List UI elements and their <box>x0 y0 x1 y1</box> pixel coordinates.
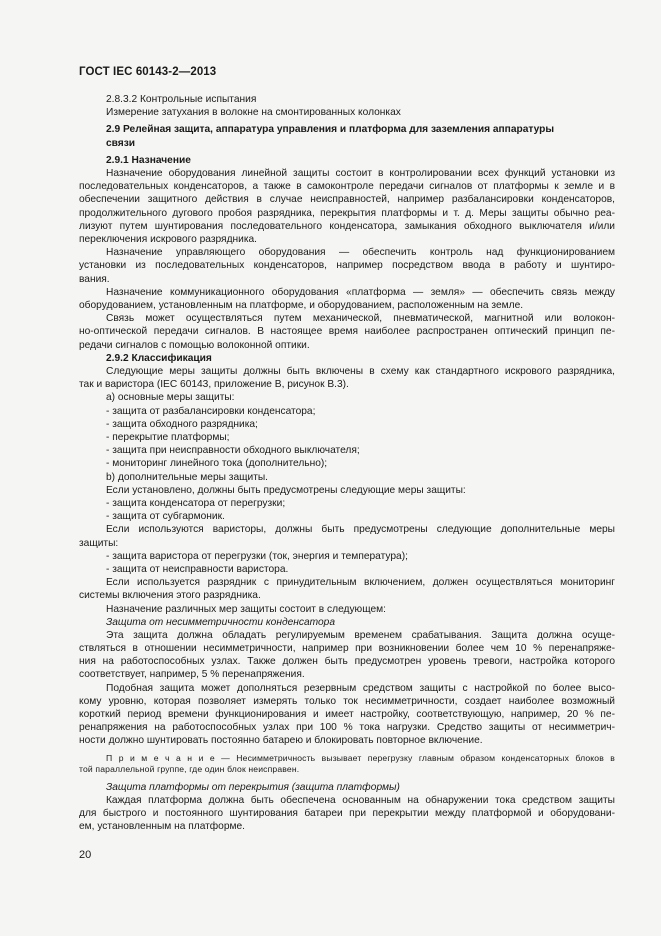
list-item: - защита варистора от перегрузки (ток, энергия и температура); <box>106 550 408 562</box>
paragraph-line: кому уровню, которая позволяет измерять только ток несимметричности, создает наиболее возможный <box>79 695 615 707</box>
paragraph-line: Назначение различных мер защиты состоит в следующем: <box>106 603 386 615</box>
list-item: - защита при неисправности обходного выключателя; <box>106 445 360 457</box>
paragraph-line: Связь может осуществляться путем механической, пневматической, магнитной или волокон- <box>106 313 615 325</box>
list-item: - защита конденсатора от перегрузки; <box>106 497 286 509</box>
paragraph-line: системы включения этого разрядника. <box>79 590 261 602</box>
paragraph-line: Подобная защита может дополняться резервным средством защиты с настройкой по более высо- <box>106 682 615 694</box>
section-title: 2.9 Релейная защита, аппаратура управления и платформа для заземления аппаратуры <box>106 124 555 136</box>
paragraph-line: соответствует, например, 5 % перенапряжения. <box>79 669 305 681</box>
list-item: - перекрытие платформы; <box>106 431 230 443</box>
subsection-title: 2.9.1 Назначение <box>106 154 191 166</box>
paragraph-line: Назначение управляющего оборудования — обеспечить контроль над функционированием <box>106 247 615 259</box>
list-item: - защита обходного разрядника; <box>106 418 258 430</box>
list-item: - защита от неисправности варистора. <box>106 563 289 575</box>
paragraph-line: но-оптической передачи сигналов. В настоящее время наиболее распространен оптический принцип пе- <box>79 326 615 338</box>
paragraph-line: вания. <box>79 273 110 285</box>
paragraph-line: Если используется разрядник с принудительным включением, должен осуществляться мониторинг <box>106 577 615 589</box>
paragraph-line: Каждая платформа должна быть обеспечена основанным на обнаружении тока средством защиты <box>106 795 615 807</box>
paragraph-line: обеспечении защитного действия в случае неисправностей, например разбалансировки конденсаторов, <box>79 194 615 206</box>
paragraph-line: Следующие меры защиты должны быть включены в схему как стандартного искрового разрядника, <box>106 365 615 377</box>
list-item: - мониторинг линейного тока (дополнительно); <box>106 458 328 470</box>
section-title-cont: связи <box>106 137 136 149</box>
paragraph-line: Назначение коммуникационного оборудования «платформа — земля» — обеспечить связь между <box>106 286 615 298</box>
italic-subheading: Защита от несимметричности конденсатора <box>106 616 335 628</box>
page-number: 20 <box>79 849 92 861</box>
paragraph-line: оборудованием, установленным на платформе, и оборудованием, расположенным на земле. <box>79 299 524 311</box>
list-heading: a) основные меры защиты: <box>106 392 235 404</box>
paragraph-line: ния на работоспособных узлах. Также должен быть предусмотрен уровень тревоги, настройка которого <box>79 656 615 668</box>
paragraph-line: защиты: <box>79 537 119 549</box>
paragraph-line: Если установлено, должны быть предусмотрены следующие меры защиты: <box>106 484 466 496</box>
paragraph-line: ренапряжения на работоспособных узлах при 100 % тока нагрузки. Средство защиты от несимметрич- <box>79 722 615 734</box>
paragraph-line: редачи сигналов с помощью волоконной оптики. <box>79 339 310 351</box>
paragraph-line: лизуют путем шунтирования последовательного конденсатора, замыкания обходного выключателя и/или <box>79 220 615 232</box>
paragraph-line: продолжительного дугового пробоя разрядника, перекрытия платформы и т. д. Меры защиты обычно реа- <box>79 207 615 219</box>
paragraph-line: Назначение оборудования линейной защиты состоит в контролировании всех функций установки из <box>106 168 615 180</box>
document-header: ГОСТ IEC 60143-2—2013 <box>79 66 217 78</box>
subsection-heading: 2.8.3.2 Контрольные испытания <box>106 94 257 105</box>
paragraph-line: ствляться в отношении несимметричности, например при возникновении более чем 10 % перенапряже- <box>79 643 615 655</box>
paragraph-line: короткий период времени функционирования и имеет настройку, соответствующую, например, 20 % пе- <box>79 709 615 721</box>
paragraph-line: последовательных конденсаторов, а также в самоконтроле передачи сигналов от платформы к земле и в <box>79 181 615 193</box>
subsection-title: 2.9.2 Классификация <box>106 352 212 364</box>
paragraph-line: так и варистора (IEC 60143, приложение B, рисунок B.3). <box>79 379 349 391</box>
list-item: - защита от субгармоник. <box>106 511 225 523</box>
paragraph-line: переключения искрового разрядника. <box>79 233 258 245</box>
text-line: Измерение затухания в волокне на смонтированных колонках <box>106 107 401 119</box>
list-item: - защита от разбалансировки конденсатора; <box>106 405 316 417</box>
document-body <box>79 93 615 834</box>
paragraph-line: Если используются варисторы, должны быть предусмотрены следующие дополнительные меры <box>106 524 615 536</box>
paragraph-line: ем, установленным на платформе. <box>79 821 246 833</box>
paragraph-line: для быстрого и постоянного шунтирования батареи при перекрытии между платформой и оборудовани- <box>79 808 615 820</box>
paragraph-line: Эта защита должна обладать регулируемым временем срабатывания. Защита должна осуще- <box>106 629 615 641</box>
note-line: П р и м е ч а н и е — Несимметричность вызывает перегрузку главным образом конденсаторных блоков в <box>106 752 615 763</box>
note-line: той параллельной группе, где один блок неисправен. <box>79 764 300 775</box>
list-heading: b) дополнительные меры защиты. <box>106 471 269 483</box>
italic-subheading: Защита платформы от перекрытия (защита платформы) <box>106 781 400 793</box>
paragraph-line: установки из последовательных конденсаторов, например посредством ввода в работу и шунтиро- <box>79 260 615 272</box>
paragraph-line: ности должно шунтировать постоянно батарею и блокировать повторное включение. <box>79 735 483 747</box>
